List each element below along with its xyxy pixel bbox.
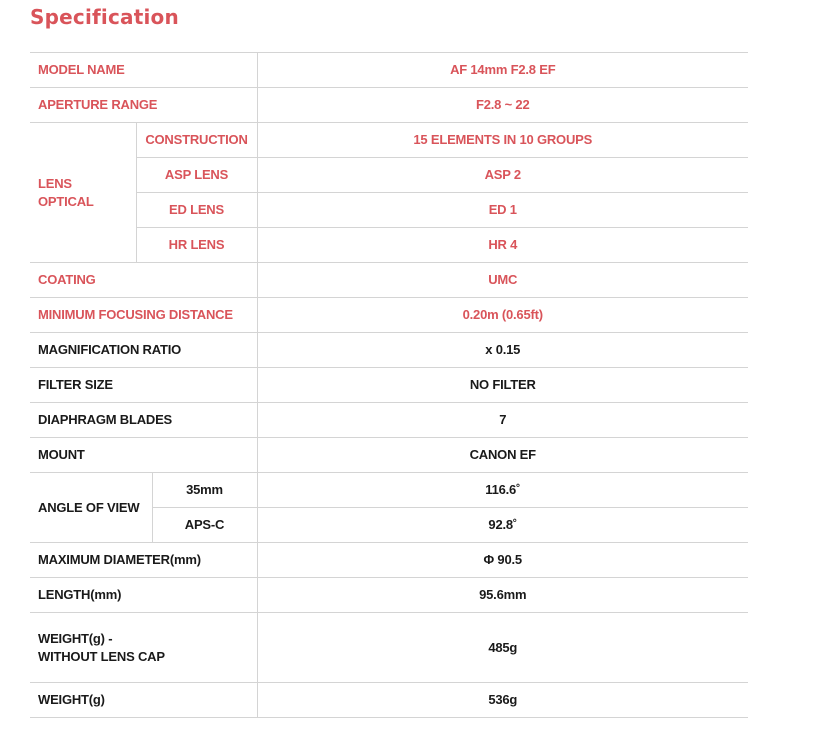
row-label: MAGNIFICATION RATIO [30,333,257,368]
row-value: ED 1 [257,193,748,228]
sub-label: ED LENS [136,193,257,228]
sub-label: 35mm [152,473,257,508]
table-row [30,298,748,333]
table-row [30,193,748,228]
row-value: NO FILTER [257,368,748,403]
row-value: 485g [257,613,748,683]
sub-label: CONSTRUCTION [136,123,257,158]
table-row [30,683,748,718]
row-value: 92.8˚ [257,508,748,543]
table-row [30,438,748,473]
table-row [30,543,748,578]
row-value: 7 [257,403,748,438]
table-row [30,473,748,508]
row-label: COATING [30,263,257,298]
sub-label: APS-C [152,508,257,543]
table-row [30,578,748,613]
row-value: 95.6mm [257,578,748,613]
sub-label: ASP LENS [136,158,257,193]
row-value: x 0.15 [257,333,748,368]
row-label: ANGLE OF VIEW [30,473,152,543]
row-label: WEIGHT(g) - WITHOUT LENS CAP [30,613,257,683]
row-label: DIAPHRAGM BLADES [30,403,257,438]
row-label: LENS OPTICAL [30,123,136,263]
row-value: 536g [257,683,748,718]
table-row [30,88,748,123]
table-row [30,333,748,368]
row-value: 0.20m (0.65ft) [257,298,748,333]
row-label: FILTER SIZE [30,368,257,403]
spec-table [30,52,748,718]
row-value: Φ 90.5 [257,543,748,578]
row-value: UMC [257,263,748,298]
row-value: CANON EF [257,438,748,473]
table-row [30,368,748,403]
row-value: ASP 2 [257,158,748,193]
table-row [30,228,748,263]
row-label: APERTURE RANGE [30,88,257,123]
table-row [30,53,748,88]
page-title: Specification [30,5,179,29]
table-row [30,263,748,298]
row-label: WEIGHT(g) [30,683,257,718]
row-value: 15 ELEMENTS IN 10 GROUPS [257,123,748,158]
row-label: MINIMUM FOCUSING DISTANCE [30,298,257,333]
row-value: 116.6˚ [257,473,748,508]
row-value: AF 14mm F2.8 EF [257,53,748,88]
table-row [30,613,748,683]
row-label: MAXIMUM DIAMETER(mm) [30,543,257,578]
row-label: MODEL NAME [30,53,257,88]
row-label: MOUNT [30,438,257,473]
row-value: HR 4 [257,228,748,263]
row-label: LENGTH(mm) [30,578,257,613]
table-row [30,123,748,158]
sub-label: HR LENS [136,228,257,263]
table-row [30,158,748,193]
table-row [30,403,748,438]
row-value: F2.8 ~ 22 [257,88,748,123]
